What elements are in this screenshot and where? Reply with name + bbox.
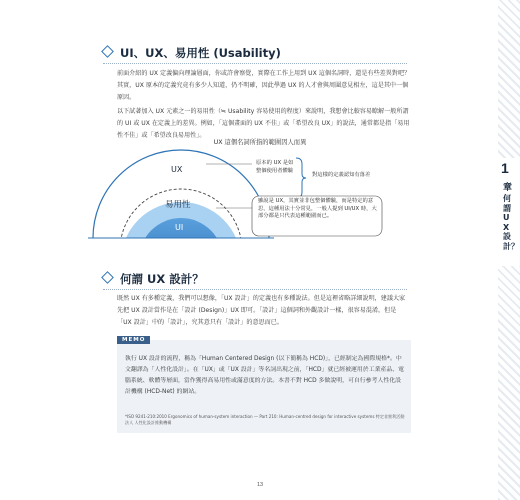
usability-label: 易用性 — [165, 200, 191, 210]
section1-paragraph-1: 前面介紹的 UX 定義偏向理論層面，你或許會察覺，實際在工作上用到 UX 這個名詞時，還是有些差異對吧？其實，UX 原本的定義究竟有多少人知道，仍不明確，因此學過 UX 的人才會與周圍意見相左，這是其中一個原因。 — [117, 70, 411, 101]
section2-heading-text: 何謂 UX 設計？ — [120, 272, 204, 286]
section1-paragraph-2: 以下試著加入 UX 元素之一的易用性（≒ Usability 容易使用的程度）來說明，我想會比較容易瞭解一般所謂的 UI 或 UX 在定義上的差異。例如，「這個畫面的 UX 不佳」或「希望改良 UX」的說法，通常都是指「易用性不佳」或「希望改良易用性」。 — [117, 108, 410, 139]
section1-heading-text: UI、UX、易用性 (Usability) — [120, 46, 281, 60]
diamond-bullet-icon — [101, 271, 114, 284]
chapter-word: 章 — [503, 183, 513, 193]
section2-heading-rule — [103, 289, 407, 290]
memo-text: 執行 UX 設計的流程，稱為「Human Centered Design (以下簡稱為 HCD)」，已經制定為國際規格*。中文翻譯為「人性化設計」。在「UX」或「UX 設計」等名詞出現之前，「HCD」就已經被運用於工業產品、電腦系統、軟體等層面，當作獲得高易用性或滿意度的方法。本書不對 HCD 多做說明，可自行參考人性化設計機構 (HCD-Net) 的網站。 — [125, 356, 405, 395]
memo-badge: MEMO — [117, 336, 150, 344]
memo-footnote: *ISO 9241-210:2010 Ergonomics of human-system interaction — Part 210: Human-centred design for interactive systems 特定非營利活動法人 人性化設計推動機構 — [125, 414, 405, 425]
chapter-title: 何謂UX設計？ — [503, 194, 519, 251]
section2-body — [117, 293, 411, 329]
annotation-top-right: 對這樣的定義認知有落差 — [312, 172, 371, 178]
section2-heading — [103, 271, 204, 287]
ux-label: UX — [171, 165, 183, 174]
page-number: 13 — [256, 482, 264, 488]
chapter-number: 1 — [501, 160, 509, 176]
diagram-title: UX 這個名詞所指的範圍因人而異 — [213, 139, 307, 146]
ui-label: UI — [175, 223, 184, 232]
annotation-bottom: 雖說是 UX，其實並非包整個體驗，而是特定的意思，這種用法十分常見，一般人提到 UI/UX 時，大部分都是只代表這種範圍而已。 — [258, 198, 377, 219]
section2-paragraph: 既然 UX 有多種定義，我們可以想像，「UX 設計」的定義也有多種說法。但是這裡省略詳細說明，建議大家先把 UX 設計當作是在「設計 (Design)」UX 即可。「設計」這個詞和外觀設計一樣，很容易混淆，但是「UX 設計」中的「設計」，究其意只有「設計」的意思而已。 — [117, 295, 406, 326]
annotation-top-left: 原本的 UX 是如整個使用者體驗 — [256, 160, 294, 174]
